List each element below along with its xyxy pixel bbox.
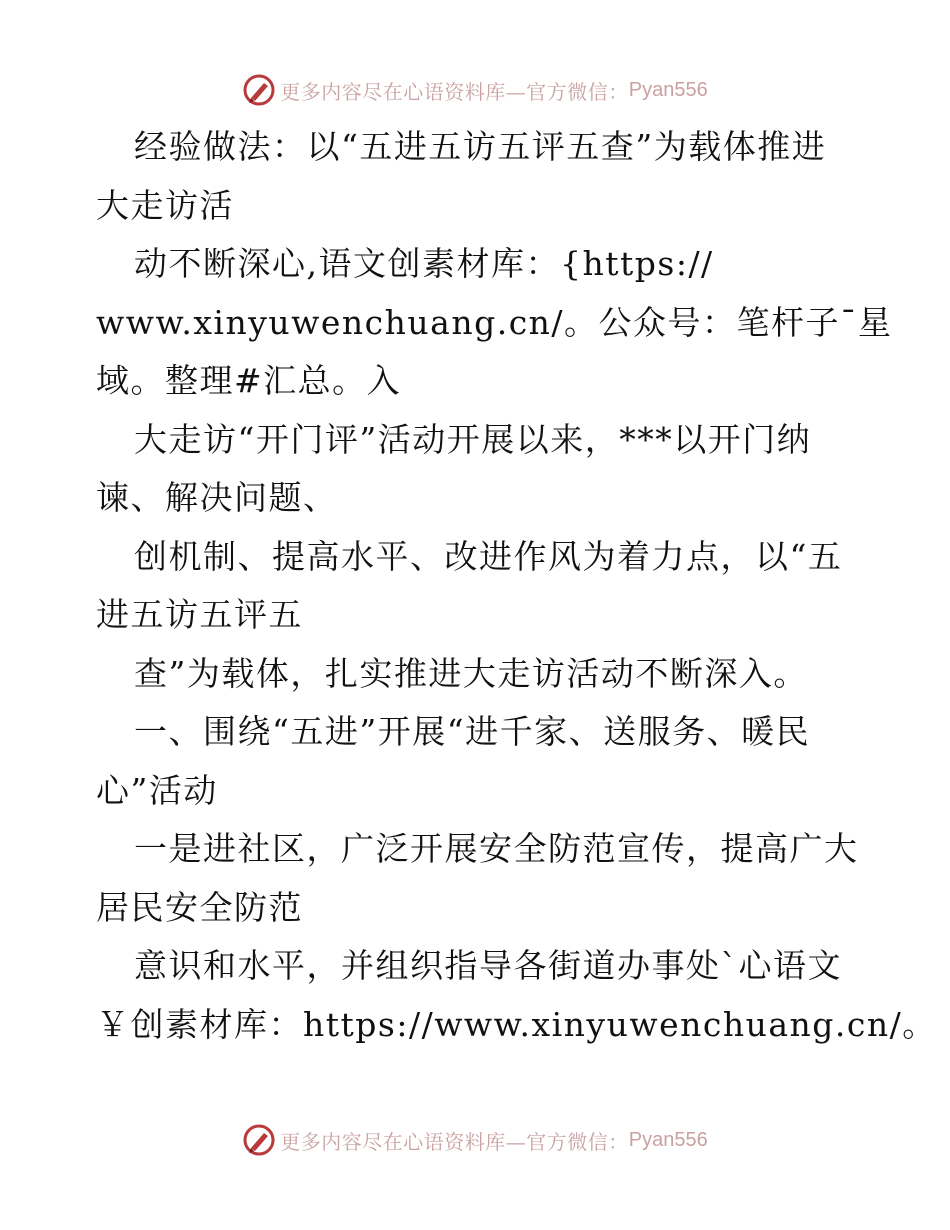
document-body: [96, 118, 937, 1054]
text-line: 进五访五评五: [96, 595, 303, 634]
footer-watermark: [0, 1120, 950, 1160]
text-line: 谏、解决问题、: [96, 478, 338, 517]
text-line: 经验做法：以“五进五访五评五查”为载体推进: [134, 127, 827, 166]
text-line: 域。整理#汇总。入: [96, 361, 402, 400]
text-line: 心”活动: [96, 770, 218, 810]
text-line: 意识和水平，并组织指导各街道办事处`心语文: [134, 946, 842, 985]
text-line: 创机制、提高水平、改进作风为着力点，以“五: [134, 536, 843, 576]
watermark-text: 更多内容尽在心语资料库—官方微信：: [280, 79, 629, 104]
text-line: 动不断深心,语文创素材库：{https://: [134, 244, 714, 283]
text-line: 一是进社区，广泛开展安全防范宣传，提高广大: [134, 829, 859, 868]
text-line: www.xinyuwenchuang.cn/。公众号：笔杆子¯星: [96, 302, 893, 342]
text-line: 大走访活: [96, 185, 234, 225]
text-line: 查”为载体，扎实推进大走访活动不断深入。: [134, 653, 808, 693]
pen-logo-icon: [242, 1123, 276, 1157]
text-line: ￥创素材库：https://www.xinyuwenchuang.cn/。: [96, 1004, 937, 1044]
watermark-wechat-id: Pyan556: [628, 78, 708, 101]
pen-logo-icon: [242, 73, 276, 107]
header-watermark: [0, 70, 950, 110]
text-line: 居民安全防范: [96, 887, 303, 927]
watermark-wechat-id: Pyan556: [628, 1128, 708, 1151]
watermark-text: 更多内容尽在心语资料库—官方微信：: [280, 1129, 629, 1154]
text-line: 大走访“开门评”活动开展以来，***以开门纳: [134, 419, 812, 459]
text-line: 一、围绕“五进”开展“进千家、送服务、暖民: [134, 712, 811, 751]
